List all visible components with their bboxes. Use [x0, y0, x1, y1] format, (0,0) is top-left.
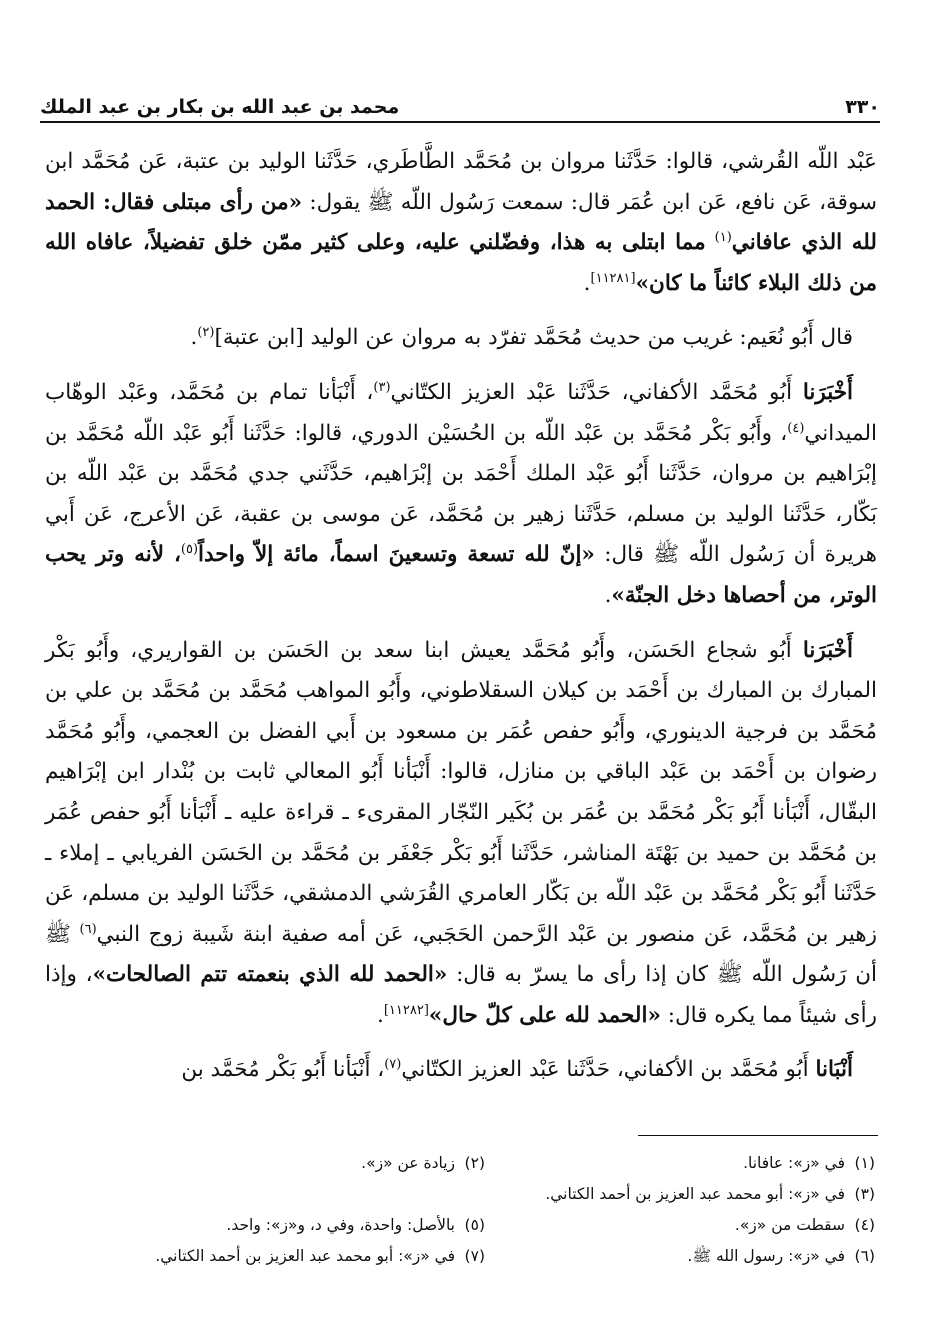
- header-rule: [40, 121, 880, 123]
- footnote-ref-3: (٣): [373, 379, 391, 395]
- footnote-row: [40, 1179, 875, 1210]
- footnotes: [40, 1148, 875, 1272]
- footnote-ref-6: (٦): [79, 921, 97, 937]
- page-number: ٣٣٠: [845, 96, 880, 118]
- footnote-ref-7: (٧): [384, 1057, 402, 1073]
- footnote-rule: [638, 1135, 878, 1136]
- footnote-ref-4: (٤): [787, 420, 805, 436]
- footnote-5: (٥)بالأصل: واحدة، وفي د، و«ز»: واحد.: [226, 1216, 485, 1234]
- footnote-2: (٢)زيادة عن «ز».: [361, 1154, 485, 1172]
- footnote-row: [40, 1148, 875, 1179]
- footnote-ref-5: (٥): [180, 542, 199, 558]
- paragraph-4: أَخْبَرَنا أَبُو شجاع الحَسَن، وأَبُو مُحَمَّد يعيش ابنا سعد بن الحَسَن بن القواريري، وأَبُو بَكْر المبارك بن المبارك بن أَحْمَد بن كيلان السقلاطوني، وأَبُو المواهب مُحَمَّد بن مُحَمَّد بن علي بن مُحَمَّد بن فرجية الدينوري، وأَبُو حفص عُمَر بن مسعود بن أَبي الفضل بن العجمي، وأَبُو مُحَمَّد رضوان بن أَحْمَد بن عَبْد الباقي بن منازل، قالوا: أَنْبَأنا أَبُو المعالي ثابت بن بُنْدار ابن إبْرَاهيم البقّال، أَنْبَأنا أَبُو بَكْر مُحَمَّد بن عُمَر بن بُكَير النّجّار المقرىء ـ قراءة عليه ـ أَنْبَأنا أَبُو حفص عُمَر بن مُحَمَّد بن حميد بن بَهْتَة المناشر، حَدَّثَنا أَبُو بَكْر جَعْفَر بن مُحَمَّد بن الحَسَن الفريابي ـ إملاء ـ حَدَّثَنا أَبُو بَكْر مُحَمَّد بن عَبْد اللّه بن بَكّار العامري القُرَشي الدمشقي، حَدَّثَنا الوليد بن مسلم، عَن زهير بن مُحَمَّد، عَن منصور بن عَبْد الرَّحمن الحَجَبي، عَن أمه صفية ابنة شَيبة زوج النبي$^{(٦)}$ ﷺ أن رَسُول اللّه ﷺ كان إذا رأى ما يسرّ به قال: «الحمد لله الذي بنعمته تتم الصالحات»، وإذا رأى شيئاً مما يكره قال: «الحمد لله على كلّ حال»[١١٢٨٢].: [45, 637, 877, 1028]
- footnote-ref-2: (٢): [197, 325, 215, 341]
- paragraph-5: أَنْبَانا أَبُو مُحَمَّد بن الأكفاني، حَدَّثَنا عَبْد العزيز الكتّاني$^{(٧)}$، أَنْبَأنا أَبُو بَكْر مُحَمَّد بن: [181, 1057, 853, 1083]
- main-text: [45, 142, 877, 1091]
- footnote-4: (٤)سقطت من «ز».: [734, 1216, 875, 1234]
- page-header: [40, 82, 880, 118]
- footnote-1: (١)في «ز»: عافانا.: [743, 1154, 875, 1172]
- paragraph-2: قال أَبُو نُعَيم: غريب من حديث مُحَمَّد تفرّد به مروان عن الوليد [ابن عتبة]$^{(٢)}$.: [190, 325, 853, 351]
- paragraph-lead-word: أَخْبَرَنا: [802, 637, 853, 663]
- footnote-3: (٣)في «ز»: أبو محمد عبد العزيز بن أحمد الكتاني.: [545, 1185, 875, 1203]
- footnote-6: (٦)في «ز»: رسول الله ﷺ.: [687, 1247, 875, 1265]
- paragraph-1: عَبْد اللّه القُرشي، قالوا: حَدَّثَنا مروان بن مُحَمَّد الطَّاطَري، حَدَّثَنا الوليد بن عتبة، عَن مُحَمَّد ابن سوقة، عَن نافع، عَن ابن عُمَر قال: سمعت رَسُول اللّه ﷺ يقول: «من رأى مبتلى فقال: الحمد لله الذي عافاني$^{(١)}$ مما ابتلى به هذا، وفضّلني عليه، وعلى كثير ممّن خلق تفضيلاً، عافاه الله من ذلك البلاء كائناً ما كان»[١١٢٨١].: [45, 149, 877, 296]
- hadith-number-ref: [١١٢٨٢]: [383, 1002, 429, 1018]
- footnote-ref-1: (١): [714, 230, 732, 246]
- paragraph-lead-word: أَنْبَانا: [815, 1057, 853, 1083]
- running-title: محمد بن عبد الله بن بكار بن عبد الملك: [40, 96, 400, 118]
- footnote-row: [40, 1241, 875, 1272]
- footnote-row: [40, 1210, 875, 1241]
- footnote-7: (٧)في «ز»: أبو محمد عبد العزيز بن أحمد الكتاني.: [155, 1247, 485, 1265]
- paragraph-lead-word: أَخْبَرَنا: [802, 379, 853, 405]
- paragraph-3: أَخْبَرَنا أَبُو مُحَمَّد الأكفاني، حَدَّثَنا عَبْد العزيز الكتّاني$^{(٣)}$، أَنْبَأنا تمام بن مُحَمَّد، وعَبْد الوهّاب الميداني$^{(٤)}$، وأَبُو بَكْر مُحَمَّد بن عَبْد اللّه بن الحُسَيْن الدوري، قالوا: حَدَّثَنا أَبُو عَبْد اللّه مُحَمَّد بن إبْرَاهيم بن مروان، حَدَّثَنا أَبُو عَبْد الملك أَحْمَد بن إبْرَاهيم، حَدَّثَني جدي مُحَمَّد بن عَبْد اللّه بن بَكّار، حَدَّثَنا الوليد بن مسلم، حَدَّثَنا زهير بن مُحَمَّد، عَن موسى بن عقبة، عَن الأعرج، عَن أَبي هريرة أن رَسُول اللّه ﷺ قال: «إنّ لله تسعة وتسعينَ اسماً، مائة إلاّ واحداً$^{(٥)}$، لأنه وتر يحب الوتر، من أحصاها دخل الجنّة».: [45, 379, 877, 608]
- hadith-number-ref: [١١٢٨١]: [590, 270, 636, 286]
